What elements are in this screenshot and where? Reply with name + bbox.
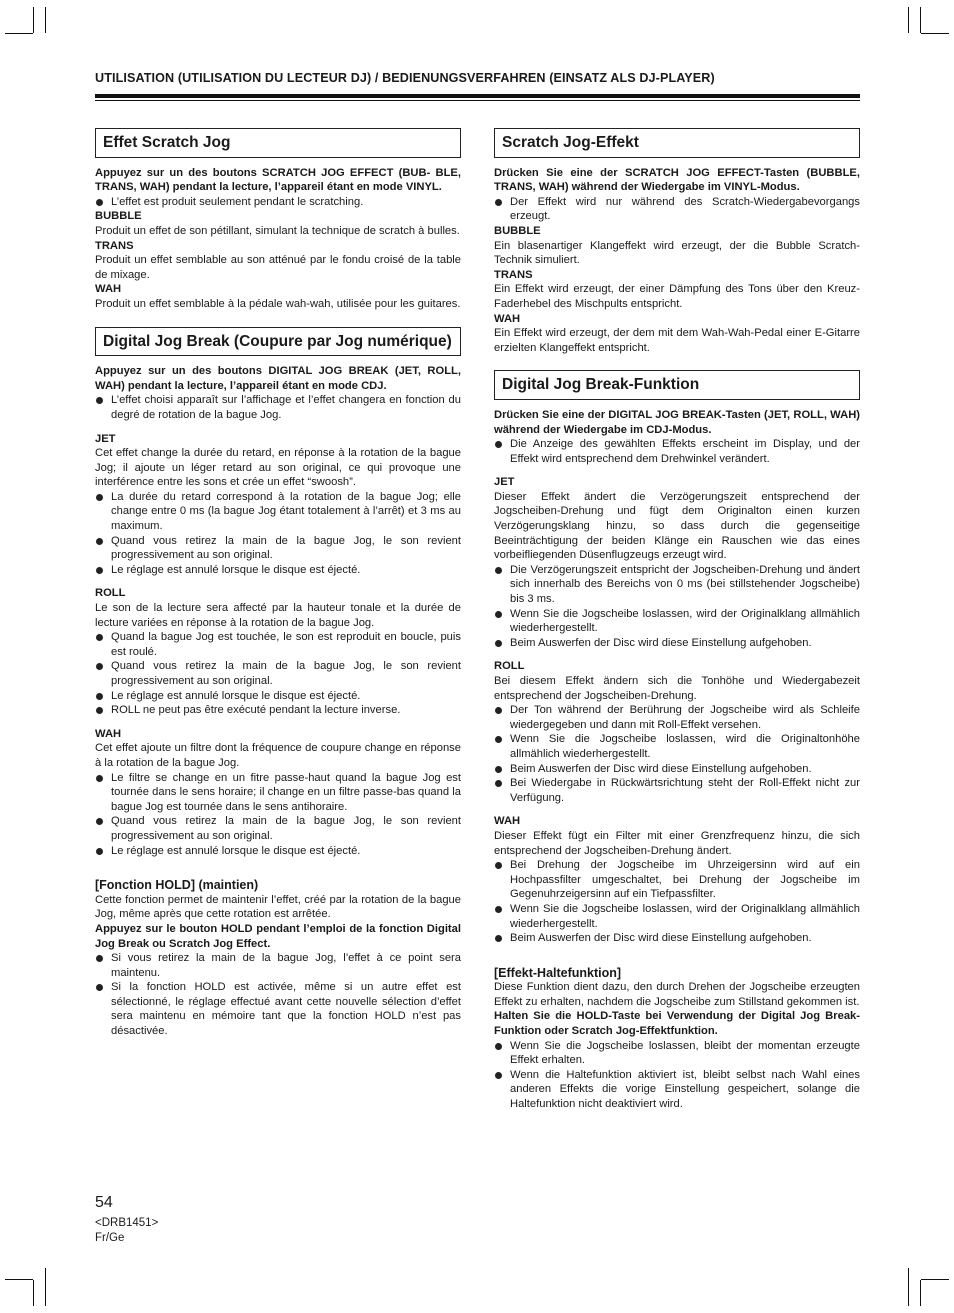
crop-mark: [920, 1280, 921, 1306]
bullet-item: Wenn die Haltefunktion aktiviert ist, bleibt selbst nach Wahl eines anderen Effekts die vorige Einstellung gespeichert, solange die Haltefunktion nicht deaktiviert wird.: [494, 1068, 860, 1112]
bullet-icon: [96, 567, 103, 574]
bullet-item: Beim Auswerfen der Disc wird diese Einstellung aufgehoben.: [494, 762, 860, 777]
subheading: ROLL: [95, 587, 126, 600]
bullet-item: Bei Drehung der Jogscheibe im Uhrzeigersinn wird auf ein Hochpassfilter umgeschaltet, bei Drehung der Jogscheibe im Gegenuhrzeigersinn auf ein Tiefpassfilter.: [494, 858, 860, 902]
bullet-item: Der Ton während der Berührung der Jogscheibe wird als Schleife wiedergegeben und dann mit Roll-Effekt versehen.: [494, 703, 860, 732]
bullet-icon: [96, 397, 103, 404]
bullet-icon: [495, 736, 502, 743]
bullet-list: [95, 771, 461, 859]
bullet-icon: [495, 1072, 502, 1079]
subheading: [Fonction HOLD] (maintien): [95, 878, 259, 893]
bullet-icon: [96, 818, 103, 825]
bullet-item: La durée du retard correspond à la rotation de la bague Jog; elle change entre 0 ms (la bague Jog étant totalement à l’arrêt) et 3 ms au maximum.: [95, 490, 461, 534]
language-code: Fr/Ge: [95, 1232, 125, 1244]
section-title: Digital Jog Break (Coupure par Jog numérique): [95, 327, 461, 357]
bullet-icon: [495, 1043, 502, 1050]
bullet-icon: [495, 640, 502, 647]
subheading: BUBBLE: [95, 210, 142, 223]
bullet-list: [494, 437, 860, 466]
bullet-icon: [96, 494, 103, 501]
bullet-icon: [96, 199, 103, 206]
column-german: [494, 128, 860, 1112]
bullet-list: [494, 195, 860, 224]
crop-mark: [908, 7, 909, 33]
bullet-icon: [96, 663, 103, 670]
instruction: Drücken Sie eine der DIGITAL JOG BREAK-Tasten (JET, ROLL, WAH) während der Wiedergabe im CDJ-Modus.: [494, 408, 860, 436]
instruction: Halten Sie die HOLD-Taste bei Verwendung der Digital Jog Break-Funktion oder Scratch Jog-Effektfunktion.: [494, 1010, 860, 1038]
paragraph: Cet effet change la durée du retard, en réponse à la rotation de la bague Jog; il ajoute un léger retard au son original, ce qui provoque une interférence entre les sons et crée un effet “swoosh”.: [95, 447, 461, 489]
bullet-list: [95, 490, 461, 578]
bullet-item: Quand vous retirez la main de la bague Jog, le son revient progressivement au son original.: [95, 814, 461, 843]
bullet-icon: [495, 780, 502, 787]
crop-mark: [920, 7, 921, 33]
subheading: BUBBLE: [494, 224, 541, 237]
subheading: TRANS: [95, 239, 134, 252]
column-french: [95, 128, 461, 1039]
section-title: Scratch Jog-Effekt: [494, 128, 860, 158]
bullet-icon: [96, 955, 103, 962]
bullet-icon: [495, 707, 502, 714]
bullet-item: Le réglage est annulé lorsque le disque est éjecté.: [95, 563, 461, 578]
paragraph: Le son de la lecture sera affecté par la hauteur tonale et la durée de lecture variées en réponse à la rotation de la bague Jog.: [95, 602, 461, 629]
bullet-icon: [495, 441, 502, 448]
subheading: TRANS: [494, 268, 533, 281]
paragraph: Bei diesem Effekt ändern sich die Tonhöhe und Wiedergabezeit entsprechend der Jogscheiben-Drehung.: [494, 675, 860, 702]
subheading: [Effekt-Haltefunktion]: [494, 965, 622, 980]
bullet-list: [494, 1039, 860, 1112]
paragraph: Cet effet ajoute un filtre dont la fréquence de coupure change en réponse à la rotation de la bague Jog.: [95, 742, 461, 769]
bullet-item: Wenn Sie die Jogscheibe loslassen, wird der Originalklang allmählich wiederhergestellt.: [494, 902, 860, 931]
doc-code: <DRB1451>: [95, 1217, 159, 1229]
header-rule-thick: [95, 94, 860, 98]
paragraph: Ein Effekt wird erzeugt, der dem mit dem Wah-Wah-Pedal einer E-Gitarre erzielten Klangeffekt entspricht.: [494, 327, 860, 354]
bullet-item: Quand vous retirez la main de la bague Jog, le son revient progressivement au son original.: [95, 659, 461, 688]
bullet-icon: [96, 984, 103, 991]
bullet-list: [494, 703, 860, 805]
bullet-icon: [495, 862, 502, 869]
bullet-item: Die Anzeige des gewählten Effekts erscheint im Display, und der Effekt wird entsprechend dem Drehwinkel verändert.: [494, 437, 860, 466]
subheading: JET: [95, 432, 116, 445]
paragraph: Dieser Effekt ändert die Verzögerungszeit entsprechend der Jogscheiben-Drehung und fügt dem Originalton einen kurzen Verzögerungsklang hinzu, so dass durch die gegenseitige Beeinträchtigung der beiden Klänge ein Rauschen wie das eines vorbeifliegenden Düsenflugzeugs erzeugt wird.: [494, 490, 860, 562]
crop-mark: [5, 1279, 33, 1280]
subheading: WAH: [494, 312, 521, 325]
subheading: JET: [494, 476, 515, 489]
bullet-item: Wenn Sie die Jogscheibe loslassen, bleibt der momentan erzeugte Effekt erhalten.: [494, 1039, 860, 1068]
bullet-list: [95, 393, 461, 422]
paragraph: Ein Effekt wird erzeugt, der einer Dämpfung des Tons über den Kreuz-Faderhebel des Mischpults entspricht.: [494, 283, 860, 310]
bullet-item: Beim Auswerfen der Disc wird diese Einstellung aufgehoben.: [494, 931, 860, 946]
paragraph: Produit un effet semblable au son atténué par le fondu croisé de la table de mixage.: [95, 254, 461, 281]
bullet-icon: [495, 611, 502, 618]
crop-mark: [921, 33, 949, 34]
bullet-item: Quand la bague Jog est touchée, le son est reproduit en boucle, puis est roulé.: [95, 630, 461, 659]
crop-mark: [33, 7, 34, 33]
subheading: ROLL: [494, 660, 525, 673]
paragraph: Produit un effet de son pétillant, simulant la technique de scratch à bulles.: [95, 224, 460, 237]
section-title: Effet Scratch Jog: [95, 128, 461, 158]
crop-mark: [5, 33, 33, 34]
bullet-item: Der Effekt wird nur während des Scratch-Wiedergabevorgangs erzeugt.: [494, 195, 860, 224]
bullet-icon: [96, 707, 103, 714]
bullet-item: Si vous retirez la main de la bague Jog, l’effet à ce point sera maintenu.: [95, 951, 461, 980]
subheading: WAH: [95, 727, 122, 740]
bullet-icon: [495, 766, 502, 773]
bullet-item: Si la fonction HOLD est activée, même si un autre effet est sélectionné, le réglage effectué avant cette nouvelle sélection d’effet sera maintenu en mémoire tant que la fonction HOLD n’est pas désactivée.: [95, 980, 461, 1038]
bullet-icon: [96, 848, 103, 855]
bullet-item: Bei Wiedergabe in Rückwärtsrichtung steht der Roll-Effekt nicht zur Verfügung.: [494, 776, 860, 805]
crop-mark: [921, 1279, 949, 1280]
header-rule-thin: [95, 100, 860, 101]
document-code: [95, 1216, 158, 1246]
bullet-item: L’effet choisi apparaît sur l’affichage et l’effet changera en fonction du degré de rotation de la bague Jog.: [95, 393, 461, 422]
crop-mark: [45, 1268, 46, 1306]
instruction: Drücken Sie eine der SCRATCH JOG EFFECT-Tasten (BUBBLE, TRANS, WAH) während der Wiedergabe im VINYL-Modus.: [494, 166, 860, 194]
bullet-item: Wenn Sie die Jogscheibe loslassen, wird der Originalklang allmählich wiederhergestellt.: [494, 607, 860, 636]
page-header: UTILISATION (UTILISATION DU LECTEUR DJ) / BEDIENUNGSVERFAHREN (EINSATZ ALS DJ-PLAYER): [95, 71, 715, 85]
paragraph: Dieser Effekt fügt ein Filter mit einer Grenzfrequenz hinzu, die sich entsprechend der Jogscheiben-Drehung ändert.: [494, 829, 860, 857]
page-number: 54: [95, 1194, 113, 1211]
paragraph: Diese Funktion dient dazu, den durch Drehen der Jogscheibe erzeugten Effekt zu erhalten, nachdem die Jogscheibe zum Stillstand gekommen ist.: [494, 981, 860, 1008]
bullet-list: [494, 563, 860, 651]
bullet-item: Le filtre se change en un fitre passe-haut quand la bague Jog est tournée dans le sens horaire; il change en un filtre passe-bas quand la bague Jog est tournée dans le sens antihoraire.: [95, 771, 461, 815]
subheading: WAH: [95, 283, 122, 296]
bullet-list: [95, 630, 461, 718]
bullet-item: Die Verzögerungszeit entspricht der Jogscheiben-Drehung und ändert sich innerhalb des Bereichs von 0 ms (bei stillstehender Jogscheibe) bis 3 ms.: [494, 563, 860, 607]
bullet-item: ROLL ne peut pas être exécuté pendant la lecture inverse.: [95, 703, 461, 718]
bullet-icon: [96, 634, 103, 641]
bullet-icon: [96, 538, 103, 545]
bullet-item: L’effet est produit seulement pendant le scratching.: [95, 195, 461, 210]
bullet-item: Le réglage est annulé lorsque le disque est éjecté.: [95, 689, 461, 704]
paragraph: Produit un effet semblable à la pédale wah-wah, utilisée pour les guitares.: [95, 297, 461, 310]
subheading: WAH: [494, 815, 521, 828]
bullet-item: Le réglage est annulé lorsque le disque est éjecté.: [95, 844, 461, 859]
paragraph: Ein blasenartiger Klangeffekt wird erzeugt, der die Bubble Scratch-Technik simuliert.: [494, 239, 860, 267]
bullet-list: [95, 195, 461, 210]
instruction: Appuyez sur un des boutons SCRATCH JOG EFFECT (BUB- BLE, TRANS, WAH) pendant la lecture, l’appareil étant en mode VINYL.: [95, 166, 461, 194]
bullet-icon: [495, 935, 502, 942]
bullet-icon: [96, 775, 103, 782]
bullet-icon: [495, 567, 502, 574]
crop-mark: [908, 1268, 909, 1306]
paragraph: Cette fonction permet de maintenir l’effet, créé par la rotation de la bague Jog, même après que cette rotation est arrêtée.: [95, 893, 461, 921]
bullet-list: [494, 858, 860, 946]
instruction: Appuyez sur le bouton HOLD pendant l’emploi de la fonction Digital Jog Break ou Scratch Jog Effect.: [95, 922, 461, 950]
bullet-item: Beim Auswerfen der Disc wird diese Einstellung aufgehoben.: [494, 636, 860, 651]
bullet-icon: [495, 199, 502, 206]
bullet-icon: [96, 693, 103, 700]
instruction: Appuyez sur un des boutons DIGITAL JOG BREAK (JET, ROLL, WAH) pendant la lecture, l’appareil étant en mode CDJ.: [95, 365, 461, 392]
bullet-item: Wenn Sie die Jogscheibe loslassen, wird die Originaltonhöhe allmählich wiederhergestellt.: [494, 732, 860, 761]
crop-mark: [45, 7, 46, 33]
crop-mark: [33, 1280, 34, 1306]
section-title: Digital Jog Break-Funktion: [494, 370, 860, 400]
bullet-icon: [495, 906, 502, 913]
bullet-item: Quand vous retirez la main de la bague Jog, le son revient progressivement au son original.: [95, 534, 461, 563]
bullet-list: [95, 951, 461, 1039]
